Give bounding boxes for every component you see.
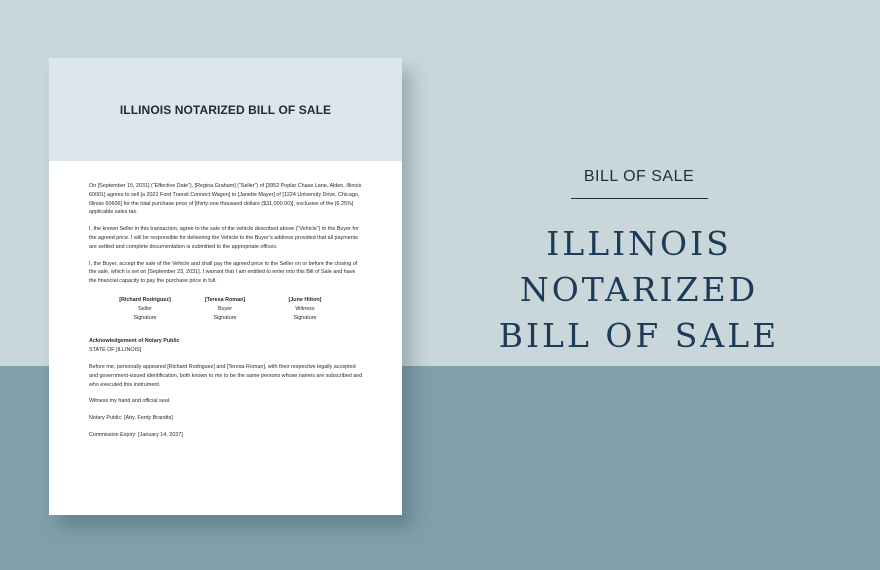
paragraph-effective-date: On [September 15, 2031] (“Effective Date”), [Regina Graham] (“Seller”) of [3952 Poplar Chase Lane, Alden, Illinois 60001] agrees to sell [a 2021 Ford Transit Connect Wagon] to [Janette Mayer] of [1224 University Drive, Chicago, Illinois 60606] for the total purchase price of [thirty-one thousand dollars ($31,000.00)], exclusive of the [6.25%] applicable sales tax. [89, 183, 362, 216]
signature-block-seller [110, 296, 180, 322]
acknowledgement-state: STATE OF [ILLINOIS] [89, 347, 142, 354]
signature-role: Witness [295, 305, 315, 312]
main-title-line-2: BILL OF SALE [498, 316, 780, 355]
signature-label: Signature [213, 314, 237, 321]
title-divider [571, 198, 708, 199]
signature-role: Buyer [217, 305, 233, 312]
document-header [49, 58, 402, 161]
document-preview [49, 58, 402, 515]
paragraph-seller-terms: I, the known Seller in this transaction, agree to the sale of the vehicle described above (“Vehicle”) to the Buyer for the agreed price. I will be responsible for delivering the Vehicle to the Buyer’s address provided that all payments are settled and complete documentation is submitted to the appropriate offices. [89, 226, 359, 250]
document-body [89, 182, 363, 448]
signature-block-witness [270, 296, 340, 322]
signature-label: Signature [293, 314, 317, 321]
notary-public-line: Notary Public: [Atty. Ferdy Brandts] [89, 415, 173, 422]
subtitle: BILL OF SALE [583, 168, 695, 185]
paragraph-buyer-terms: I, the Buyer, accept the sale of the Vehicle and shall pay the agreed price to the Seller on or before the closing of the sale, which is set on [September 23, 2031]. I warrant that I am entitled to enter into this Bill of Sale and have the financial capacity to pay the purchase price in full. [89, 260, 358, 285]
signature-label: Signature [133, 314, 157, 321]
signature-name: [Richard Rodriguez] [119, 296, 171, 303]
acknowledgement-heading: Acknowledgement of Notary Public [89, 338, 180, 345]
main-title-line-1: ILLINOIS NOTARIZED [519, 224, 759, 309]
signature-name: [Teresa Roman] [204, 296, 246, 303]
commission-expiry-line: Commission Expiry: [January 14, 2037] [89, 431, 183, 438]
signature-row [110, 296, 340, 322]
signature-role: Seller [138, 305, 152, 312]
witness-line: Witness my hand and official seal. [89, 398, 171, 405]
document-title: ILLINOIS NOTARIZED BILL OF SALE [119, 103, 332, 117]
signature-block-buyer [190, 296, 260, 322]
signature-name: [June Hilton] [288, 296, 322, 303]
acknowledgement-paragraph: Before me, personally appeared [Richard Rodriguez] and [Teresa Roman], with their respective legally accepted and government-issued identification, both known to me to be the same persons whose names are subscribed and who executed this instrument. [89, 363, 363, 388]
title-panel [434, 168, 844, 359]
main-title [434, 221, 844, 359]
